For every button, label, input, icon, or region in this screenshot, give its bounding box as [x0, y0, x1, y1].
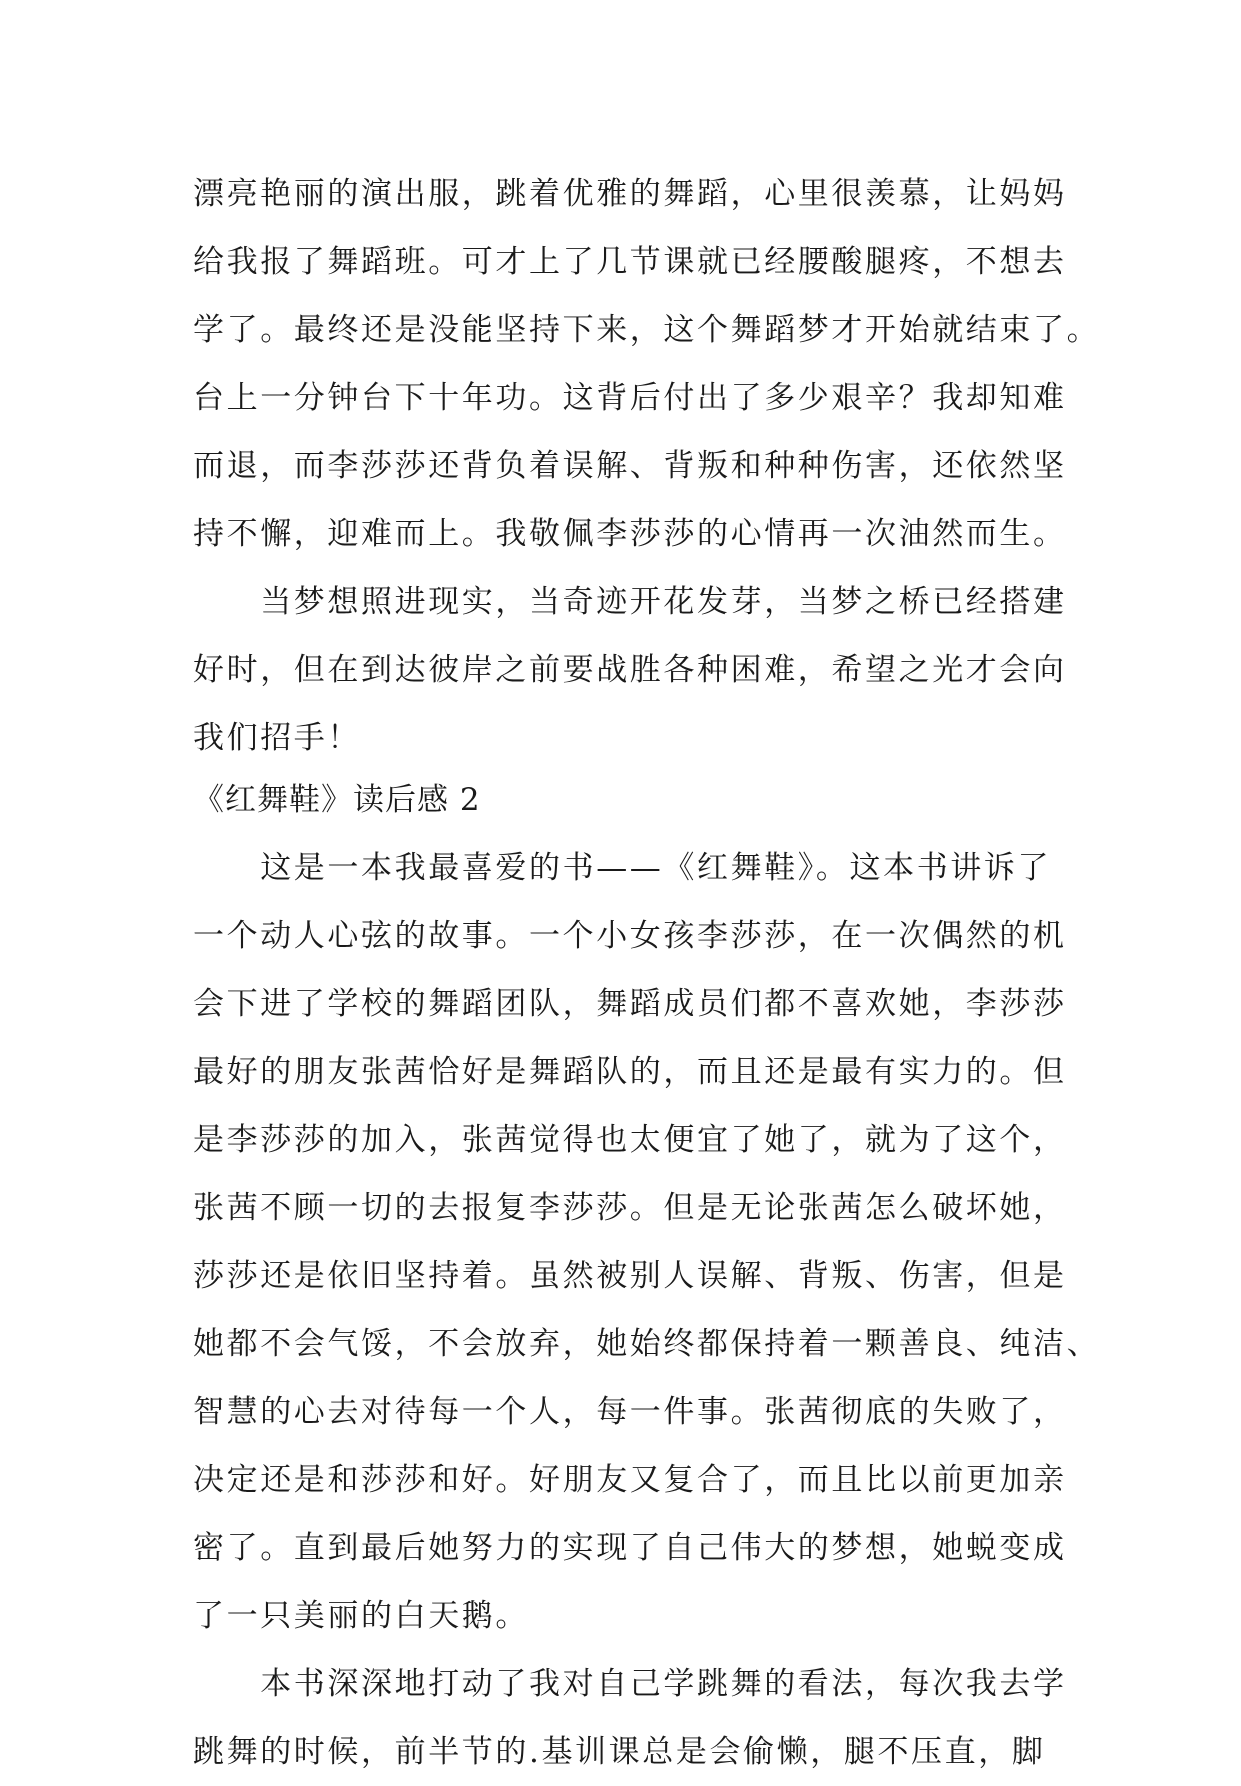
paragraph-line: 学了。最终还是没能坚持下来，这个舞蹈梦才开始就结束了。 — [193, 312, 1101, 348]
paragraph-line: 张茜不顾一切的去报复李莎莎。但是无论张茜怎么破坏她， — [193, 1190, 1067, 1226]
paragraph-line: 会下进了学校的舞蹈团队，舞蹈成员们都不喜欢她，李莎莎 — [193, 986, 1067, 1022]
paragraph-line: 密了。直到最后她努力的实现了自己伟大的梦想，她蜕变成 — [193, 1530, 1067, 1566]
paragraph-line: 她都不会气馁，不会放弃，她始终都保持着一颗善良、纯洁、 — [193, 1326, 1101, 1362]
paragraph-line: 台上一分钟台下十年功。这背后付出了多少艰辛？我却知难 — [193, 380, 1067, 416]
document-body — [193, 160, 1101, 1786]
paragraph-line: 莎莎还是依旧坚持着。虽然被别人误解、背叛、伤害，但是 — [193, 1258, 1067, 1294]
paragraph-line: 好时，但在到达彼岸之前要战胜各种困难，希望之光才会向 — [193, 652, 1067, 688]
paragraph-line: 持不懈，迎难而上。我敬佩李莎莎的心情再一次油然而生。 — [193, 516, 1067, 552]
paragraph-line: 跳舞的时候，前半节的.基训课总是会偷懒，腿不压直，脚 — [193, 1734, 1046, 1770]
paragraph-line: 当梦想照进现实，当奇迹开花发芽，当梦之桥已经搭建 — [193, 584, 1067, 620]
section-heading: 《红舞鞋》读后感 2 — [193, 782, 481, 818]
paragraph-line: 这是一本我最喜爱的书——《红舞鞋》。这本书讲诉了 — [193, 850, 1052, 886]
paragraph-line: 一个动人心弦的故事。一个小女孩李莎莎，在一次偶然的机 — [193, 918, 1067, 954]
paragraph-line: 给我报了舞蹈班。可才上了几节课就已经腰酸腿疼，不想去 — [193, 244, 1067, 280]
paragraph-line: 了一只美丽的白天鹅。 — [193, 1598, 529, 1634]
paragraph-line: 我们招手！ — [193, 720, 361, 756]
paragraph-line: 智慧的心去对待每一个人，每一件事。张茜彻底的失败了， — [193, 1394, 1067, 1430]
paragraph-line: 是李莎莎的加入，张茜觉得也太便宜了她了，就为了这个， — [193, 1122, 1067, 1158]
paragraph-line: 决定还是和莎莎和好。好朋友又复合了，而且比以前更加亲 — [193, 1462, 1067, 1498]
paragraph-line: 本书深深地打动了我对自己学跳舞的看法，每次我去学 — [193, 1666, 1067, 1702]
paragraph-line: 最好的朋友张茜恰好是舞蹈队的，而且还是最有实力的。但 — [193, 1054, 1067, 1090]
paragraph-line: 而退，而李莎莎还背负着误解、背叛和种种伤害，还依然坚 — [193, 448, 1067, 484]
paragraph-line: 漂亮艳丽的演出服，跳着优雅的舞蹈，心里很羡慕，让妈妈 — [193, 176, 1067, 212]
